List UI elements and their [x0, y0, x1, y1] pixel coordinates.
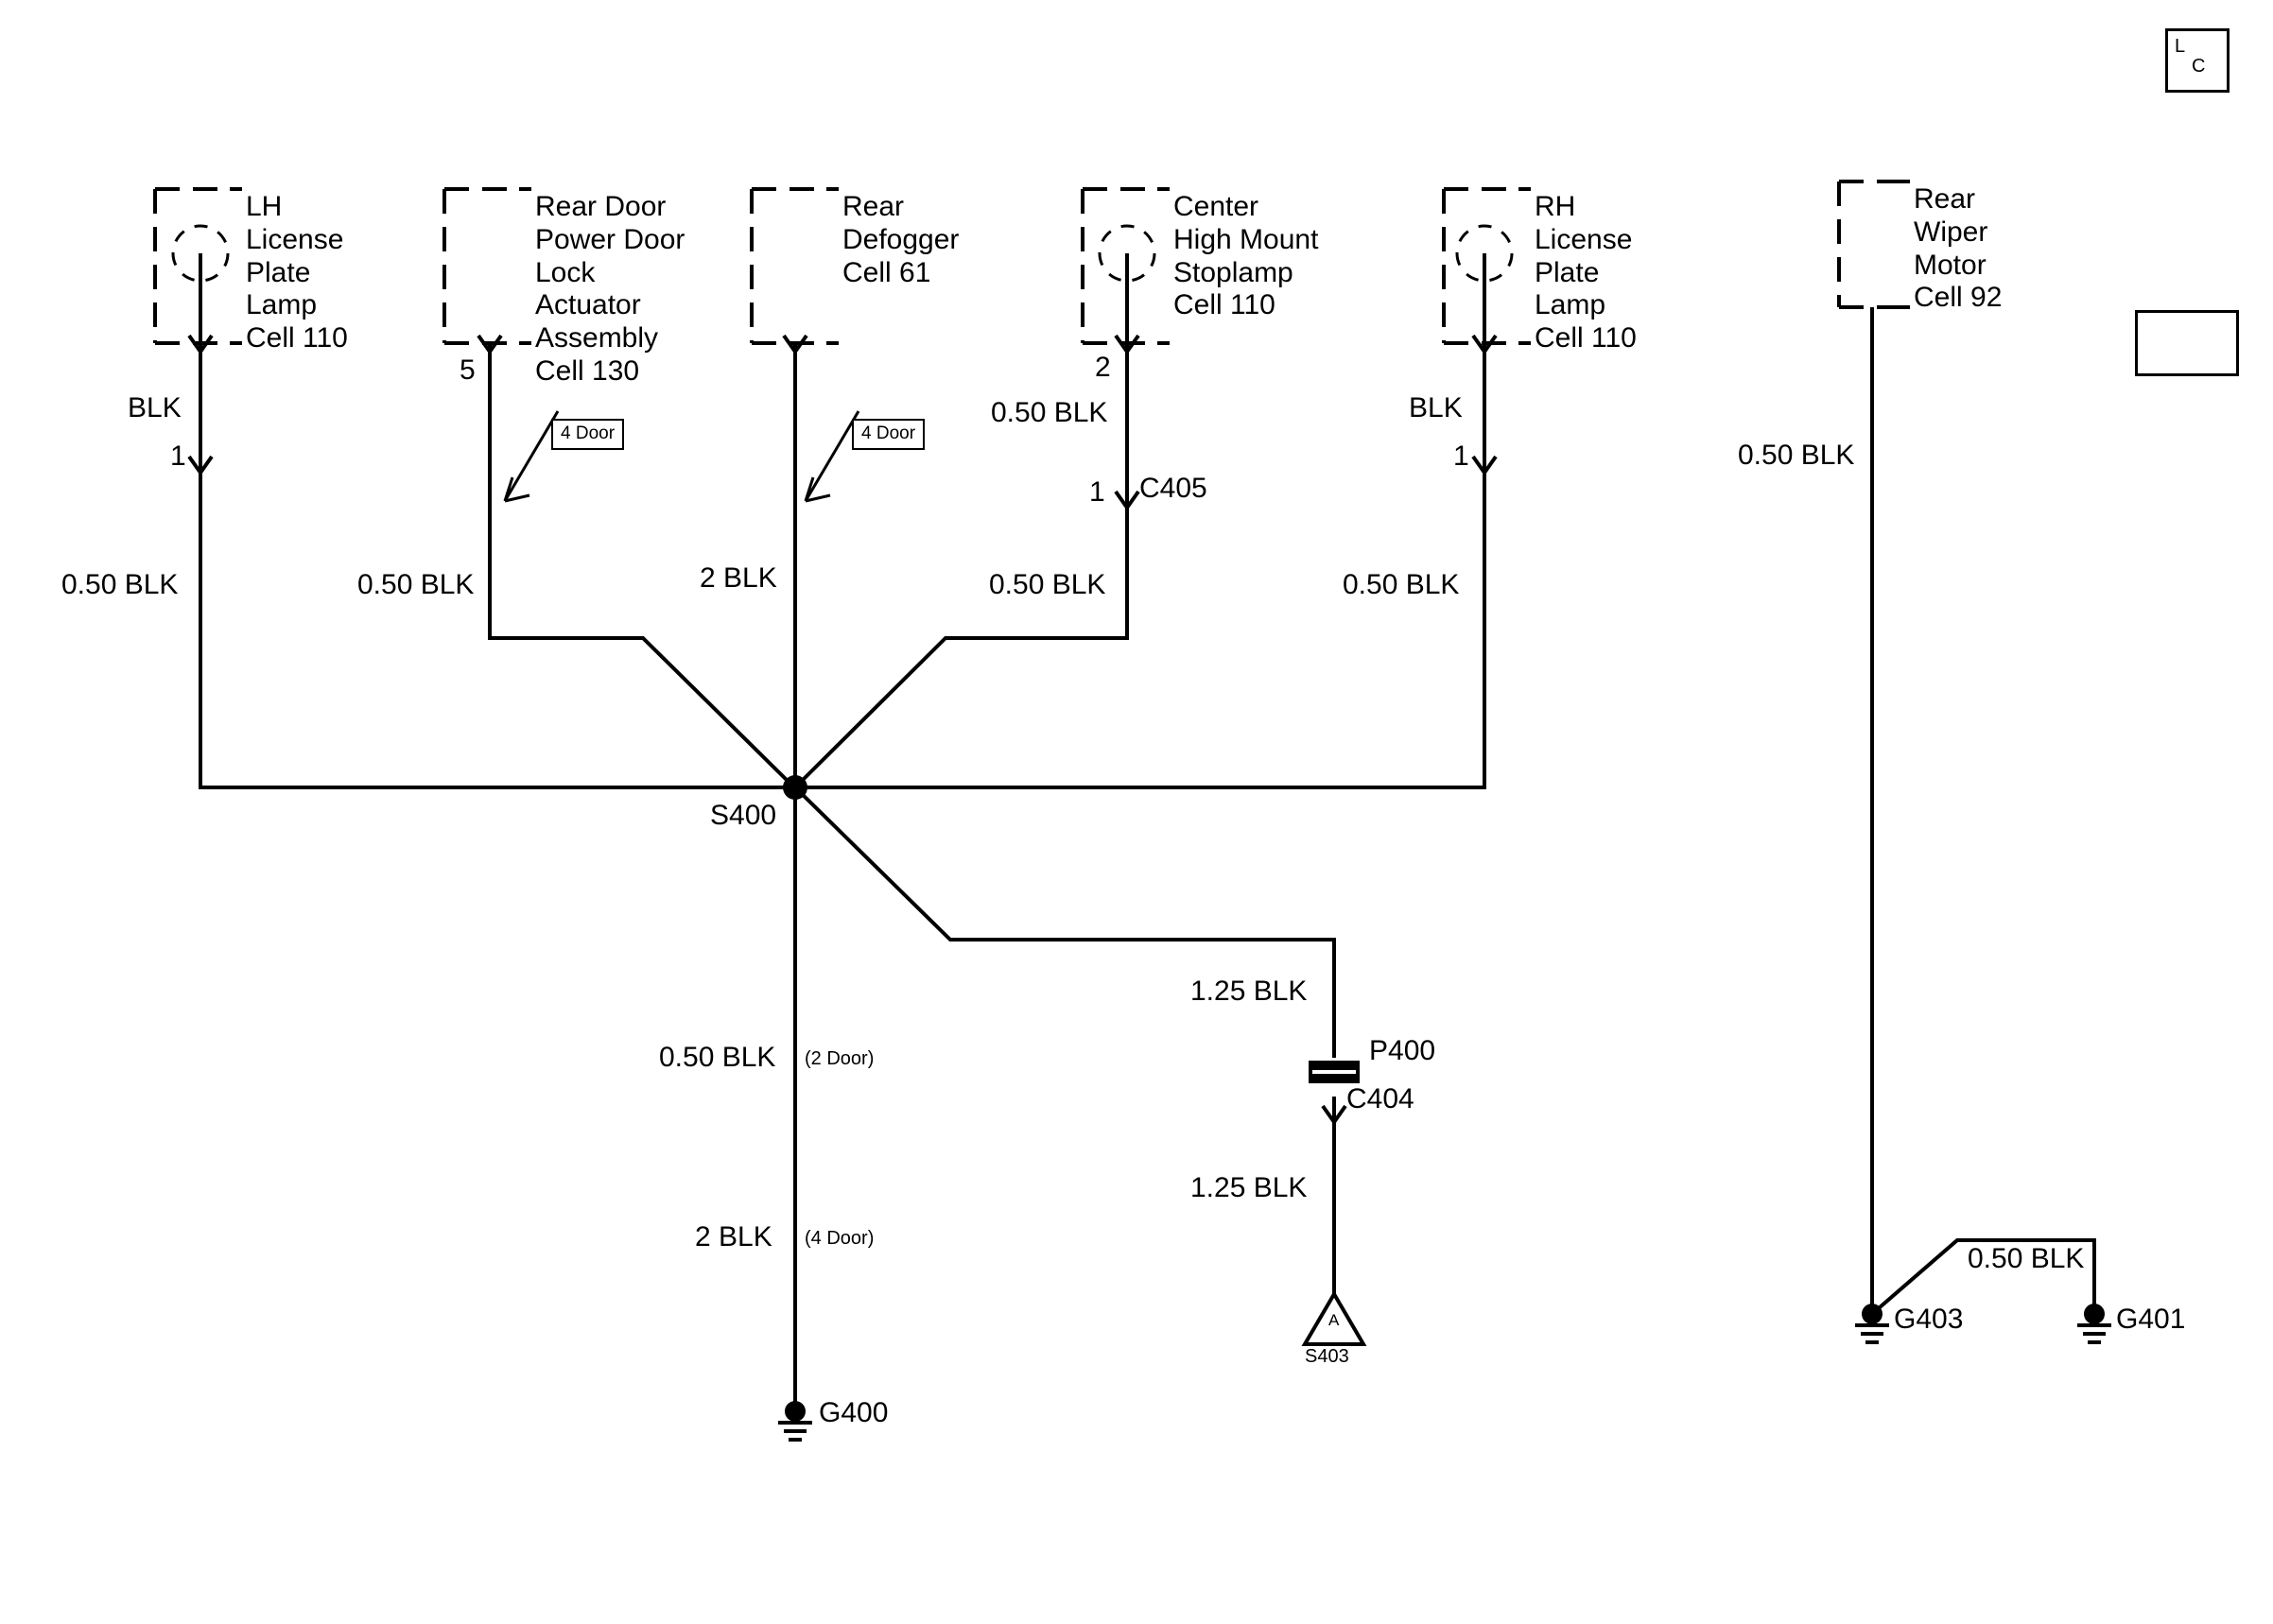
component-box-rear-defogger	[752, 189, 839, 343]
wire-label-pdl-050-blk: 0.50 BLK	[357, 569, 475, 600]
wire-label-chmsl-pin-2: 2	[1095, 352, 1111, 383]
wire-label-s403-letter: A	[1328, 1311, 1340, 1329]
wire-label-chmsl-050-blk-upper: 0.50 BLK	[991, 397, 1108, 428]
wire-label-s403: S403	[1305, 1346, 1349, 1367]
callout-4-door-right: 4 Door	[852, 419, 925, 450]
component-label-rear-door-power-door-lock: Rear Door Power Door Lock Actuator Assembly Cell 130	[535, 191, 685, 387]
component-box-rh-license-plate-lamp	[1444, 189, 1531, 343]
wire-label-c404: C404	[1346, 1083, 1414, 1114]
wire-label-pdl-pin-5: 5	[460, 354, 476, 386]
wire-label-chmsl-050-blk-lower: 0.50 BLK	[989, 569, 1106, 600]
wire-label-chmsl-c405: C405	[1139, 473, 1207, 504]
wire-rear-wiper-branch	[1872, 307, 2094, 1314]
wire-label-g400: G400	[819, 1397, 889, 1428]
symbol-ground-g401	[2077, 1304, 2111, 1342]
loc-button-bottom-label: C	[2192, 56, 2206, 77]
loc-button[interactable]	[2165, 28, 2230, 93]
wire-label-lh-blk: BLK	[128, 392, 182, 423]
wire-chmsl-branch	[795, 253, 1127, 787]
wire-label-chmsl-pin-1: 1	[1089, 476, 1105, 508]
callout-arrow-right	[806, 411, 859, 501]
symbol-ground-g403	[1855, 1304, 1889, 1342]
wire-label-rh-blk: BLK	[1409, 392, 1463, 423]
component-label-center-high-mount-stoplamp: Center High Mount Stoplamp Cell 110	[1173, 191, 1319, 321]
wire-label-wiper-050-blk: 0.50 BLK	[1738, 440, 1855, 471]
symbol-p400-connector	[1310, 1061, 1358, 1083]
component-box-rear-door-power-door-lock	[444, 189, 531, 343]
wire-label-defogger-2-blk: 2 BLK	[700, 562, 777, 594]
component-label-rh-license-plate-lamp: RH License Plate Lamp Cell 110	[1535, 191, 1637, 354]
component-box-rear-wiper-motor	[1839, 181, 1910, 307]
wire-label-p400: P400	[1369, 1035, 1436, 1066]
wire-label-s400: S400	[710, 800, 777, 831]
component-label-lh-license-plate-lamp: LH License Plate Lamp Cell 110	[246, 191, 348, 354]
wire-label-p400-125-blk-upper: 1.25 BLK	[1190, 976, 1308, 1007]
loc-button-top-label: L	[2175, 36, 2186, 57]
wire-s400-to-p400	[795, 787, 1334, 1304]
component-label-rear-wiper-motor: Rear Wiper Motor Cell 92	[1914, 183, 2003, 314]
wire-label-g403: G403	[1894, 1304, 1964, 1335]
wire-label-g400-050-blk: 0.50 BLK	[659, 1042, 776, 1073]
wire-rh-branch	[796, 253, 1484, 787]
wire-label-rh-pin-1: 1	[1453, 441, 1469, 472]
wire-label-g400-2-door: (2 Door)	[805, 1048, 875, 1069]
wire-label-rh-050-blk: 0.50 BLK	[1343, 569, 1460, 600]
callout-4-door-left: 4 Door	[551, 419, 624, 450]
wire-label-g400-4-door: (4 Door)	[805, 1228, 875, 1249]
wire-label-g400-2-blk: 2 BLK	[695, 1221, 772, 1253]
splice-dot-s400	[783, 775, 807, 800]
back-arrow-button[interactable]	[2135, 310, 2239, 376]
component-label-rear-defogger: Rear Defogger Cell 61	[842, 191, 960, 288]
symbol-ground-g400	[778, 1401, 812, 1440]
wire-label-g403-050-blk: 0.50 BLK	[1968, 1243, 2085, 1274]
wire-label-p400-125-blk-lower: 1.25 BLK	[1190, 1172, 1308, 1203]
wire-label-lh-050-blk: 0.50 BLK	[61, 569, 179, 600]
wire-label-lh-pin-1: 1	[170, 441, 186, 472]
wire-label-g401: G401	[2116, 1304, 2186, 1335]
callout-arrow-left	[505, 411, 558, 501]
